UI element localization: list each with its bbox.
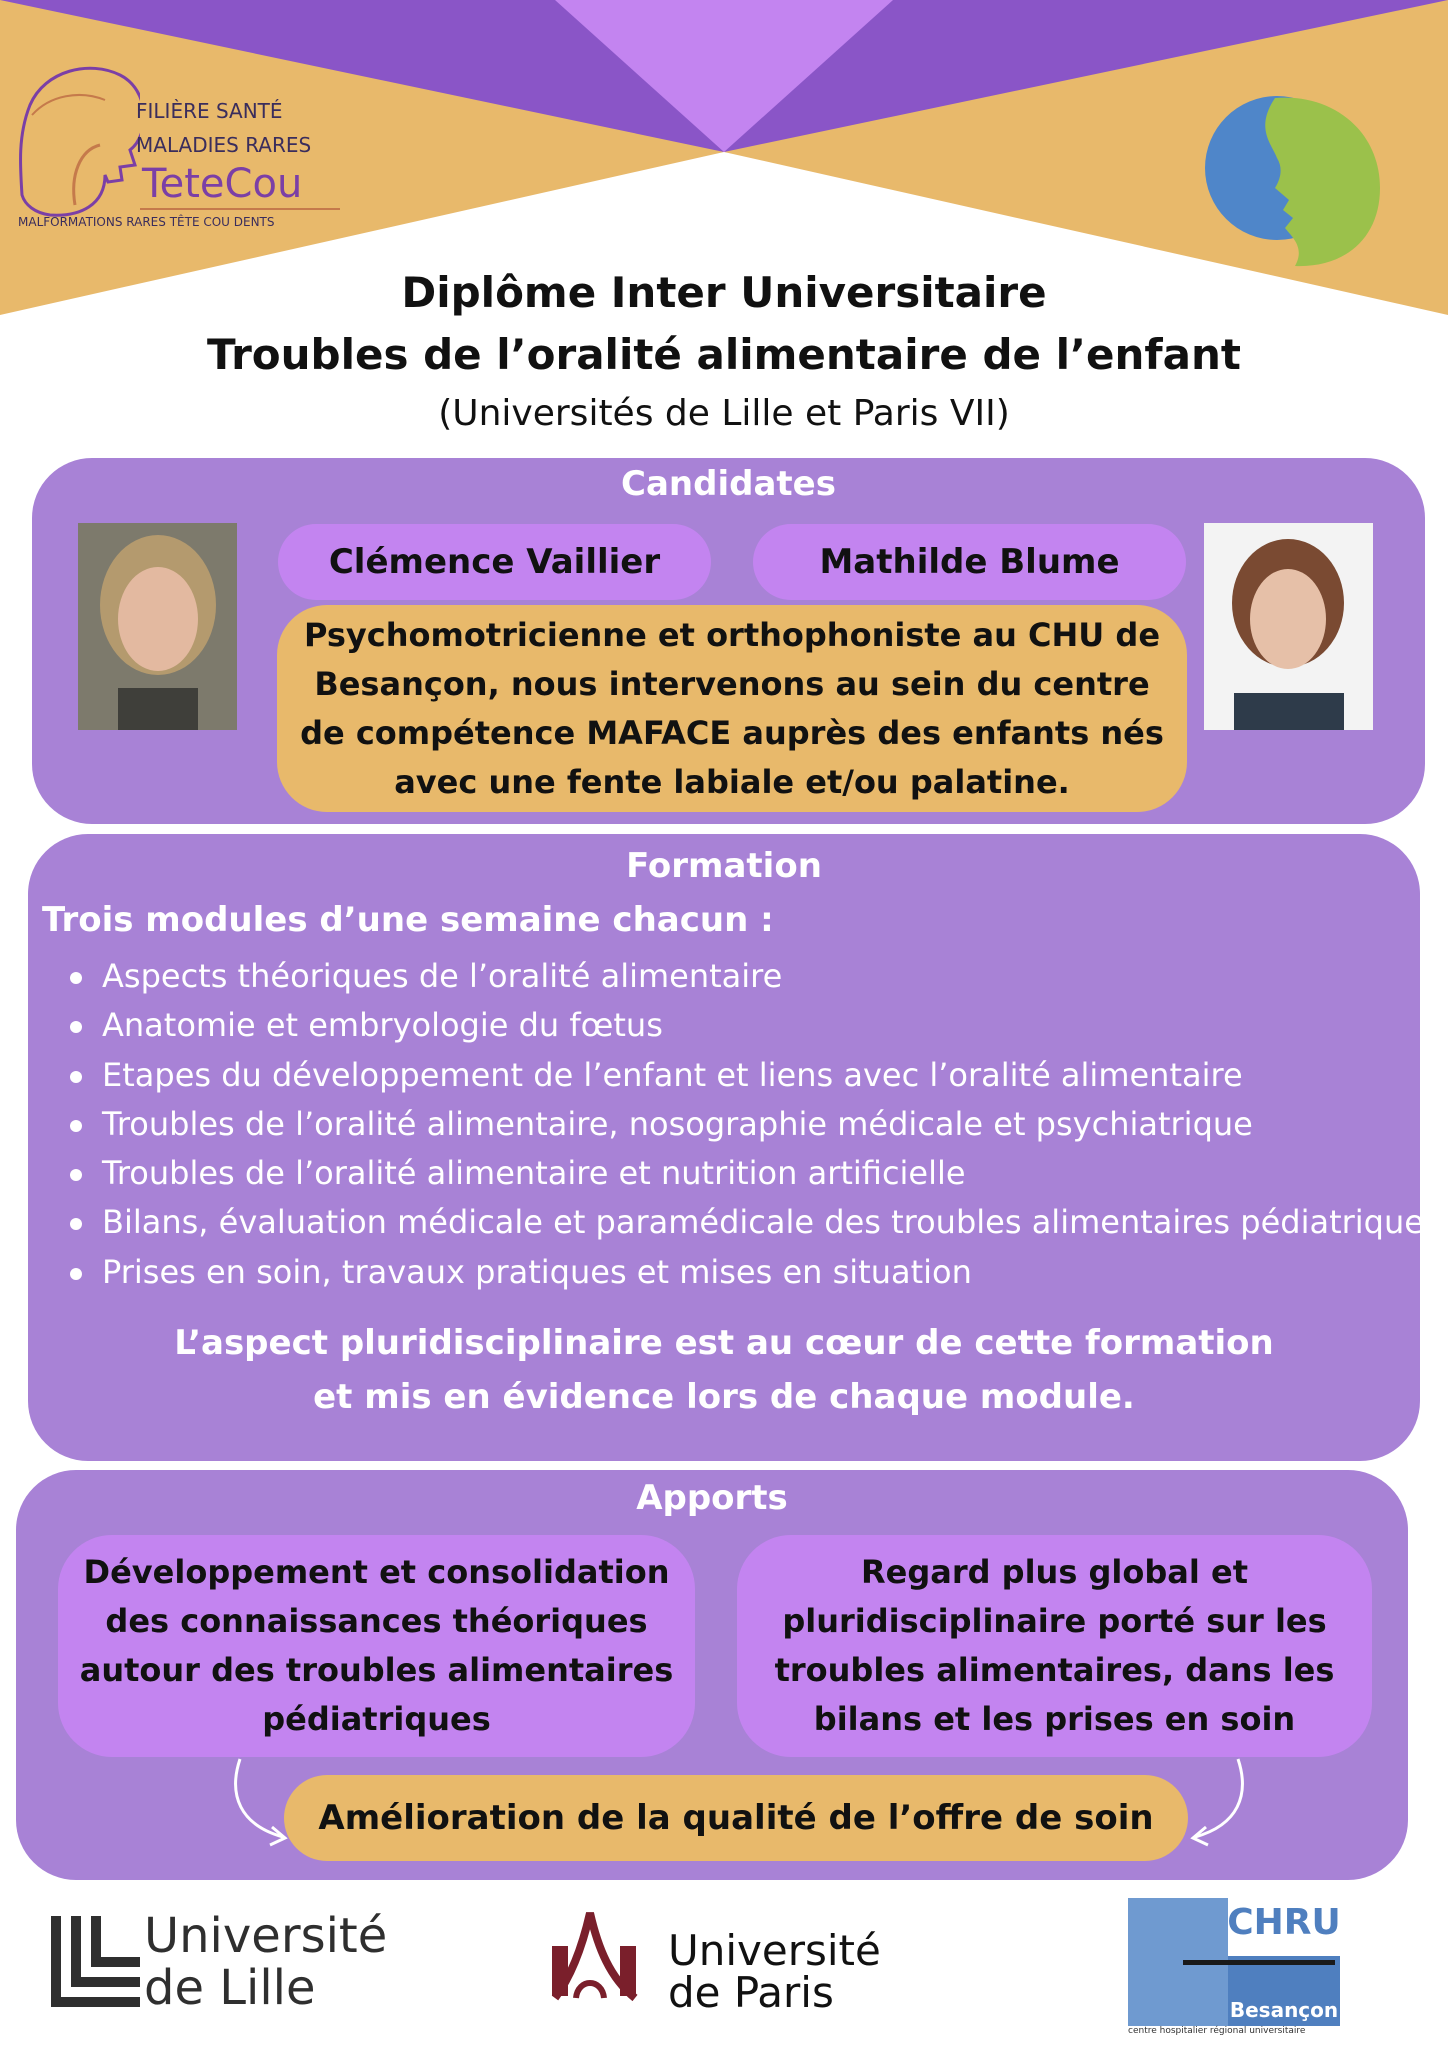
candidate-photo-right bbox=[1204, 523, 1373, 730]
main-subtitle: Troubles de l’oralité alimentaire de l’enfant bbox=[207, 330, 1241, 379]
lille-line2: de Lille bbox=[144, 1960, 316, 2016]
chru-title: CHRU bbox=[1227, 1902, 1341, 1943]
filiere-brand: TeteCou bbox=[142, 161, 303, 207]
formation-intro: Trois modules d’une semaine chacun : bbox=[42, 900, 774, 940]
brand-underline bbox=[140, 208, 340, 210]
result-pill: Amélioration de la qualité de l’offre de soin bbox=[284, 1775, 1188, 1861]
filiere-tagline: MALFORMATIONS RARES TÊTE COU DENTS bbox=[18, 215, 275, 229]
module-list bbox=[68, 952, 1441, 1297]
formation-heading: Formation bbox=[626, 846, 822, 886]
list-item: Bilans, évaluation médicale et paramédicale des troubles alimentaires pédiatriques bbox=[68, 1198, 1441, 1247]
candidates-heading: Candidates bbox=[621, 464, 836, 504]
universities-caption: (Universités de Lille et Paris VII) bbox=[438, 393, 1010, 434]
head-profile-icon bbox=[10, 55, 140, 225]
candidates-description: Psychomotricienne et orthophoniste au CHU de Besançon, nous intervenons au sein du centre de compétence MAFACE auprès des enfants nés avec une fente labiale et/ou palatine. bbox=[277, 605, 1187, 812]
apport-right-box: Regard plus global et pluridisciplinaire porté sur les troubles alimentaires, dans les bilans et les prises en soin bbox=[737, 1535, 1372, 1757]
candidate-photo-left bbox=[78, 523, 237, 730]
list-item: Anatomie et embryologie du fœtus bbox=[68, 1001, 1441, 1050]
curved-arrow-right-icon bbox=[1180, 1755, 1250, 1855]
filiere-line2: MALADIES RARES bbox=[136, 133, 312, 157]
chru-bar bbox=[1183, 1960, 1335, 1965]
chru-logo bbox=[1128, 1898, 1340, 2038]
list-item: Troubles de l’oralité alimentaire et nutrition artificielle bbox=[68, 1149, 1441, 1198]
apports-heading: Apports bbox=[636, 1478, 788, 1518]
list-item: Etapes du développement de l’enfant et liens avec l’oralité alimentaire bbox=[68, 1051, 1441, 1100]
face-silhouette-icon bbox=[1185, 88, 1385, 268]
filiere-line1: FILIÈRE SANTÉ bbox=[136, 99, 283, 123]
main-title: Diplôme Inter Universitaire bbox=[401, 268, 1047, 317]
chru-city: Besançon bbox=[1229, 1998, 1339, 2022]
paris-line2: de Paris bbox=[668, 1968, 834, 2017]
formation-conclusion bbox=[0, 1316, 1448, 1424]
filiere-logo bbox=[10, 55, 350, 235]
universite-paris-icon bbox=[540, 1908, 650, 2010]
candidate-name-2: Mathilde Blume bbox=[753, 524, 1186, 600]
universite-lille-icon bbox=[48, 1912, 143, 2007]
conclusion-line-1: L’aspect pluridisciplinaire est au cœur de cette formation bbox=[174, 1323, 1274, 1363]
conclusion-line-2: et mis en évidence lors de chaque module. bbox=[313, 1377, 1135, 1417]
lille-line1: Université bbox=[144, 1908, 388, 1964]
portrait-image bbox=[78, 523, 237, 730]
apport-left-box: Développement et consolidation des connaissances théoriques autour des troubles alimentaires pédiatriques bbox=[58, 1535, 695, 1757]
list-item: Aspects théoriques de l’oralité alimentaire bbox=[68, 952, 1441, 1001]
portrait-image bbox=[1204, 523, 1373, 730]
list-item: Prises en soin, travaux pratiques et mises en situation bbox=[68, 1248, 1441, 1297]
list-item: Troubles de l’oralité alimentaire, nosographie médicale et psychiatrique bbox=[68, 1100, 1441, 1149]
candidate-name-1: Clémence Vaillier bbox=[278, 524, 711, 600]
paris-line1: Université bbox=[668, 1926, 881, 1975]
chru-caption: centre hospitalier régional universitaire bbox=[1128, 2026, 1306, 2036]
